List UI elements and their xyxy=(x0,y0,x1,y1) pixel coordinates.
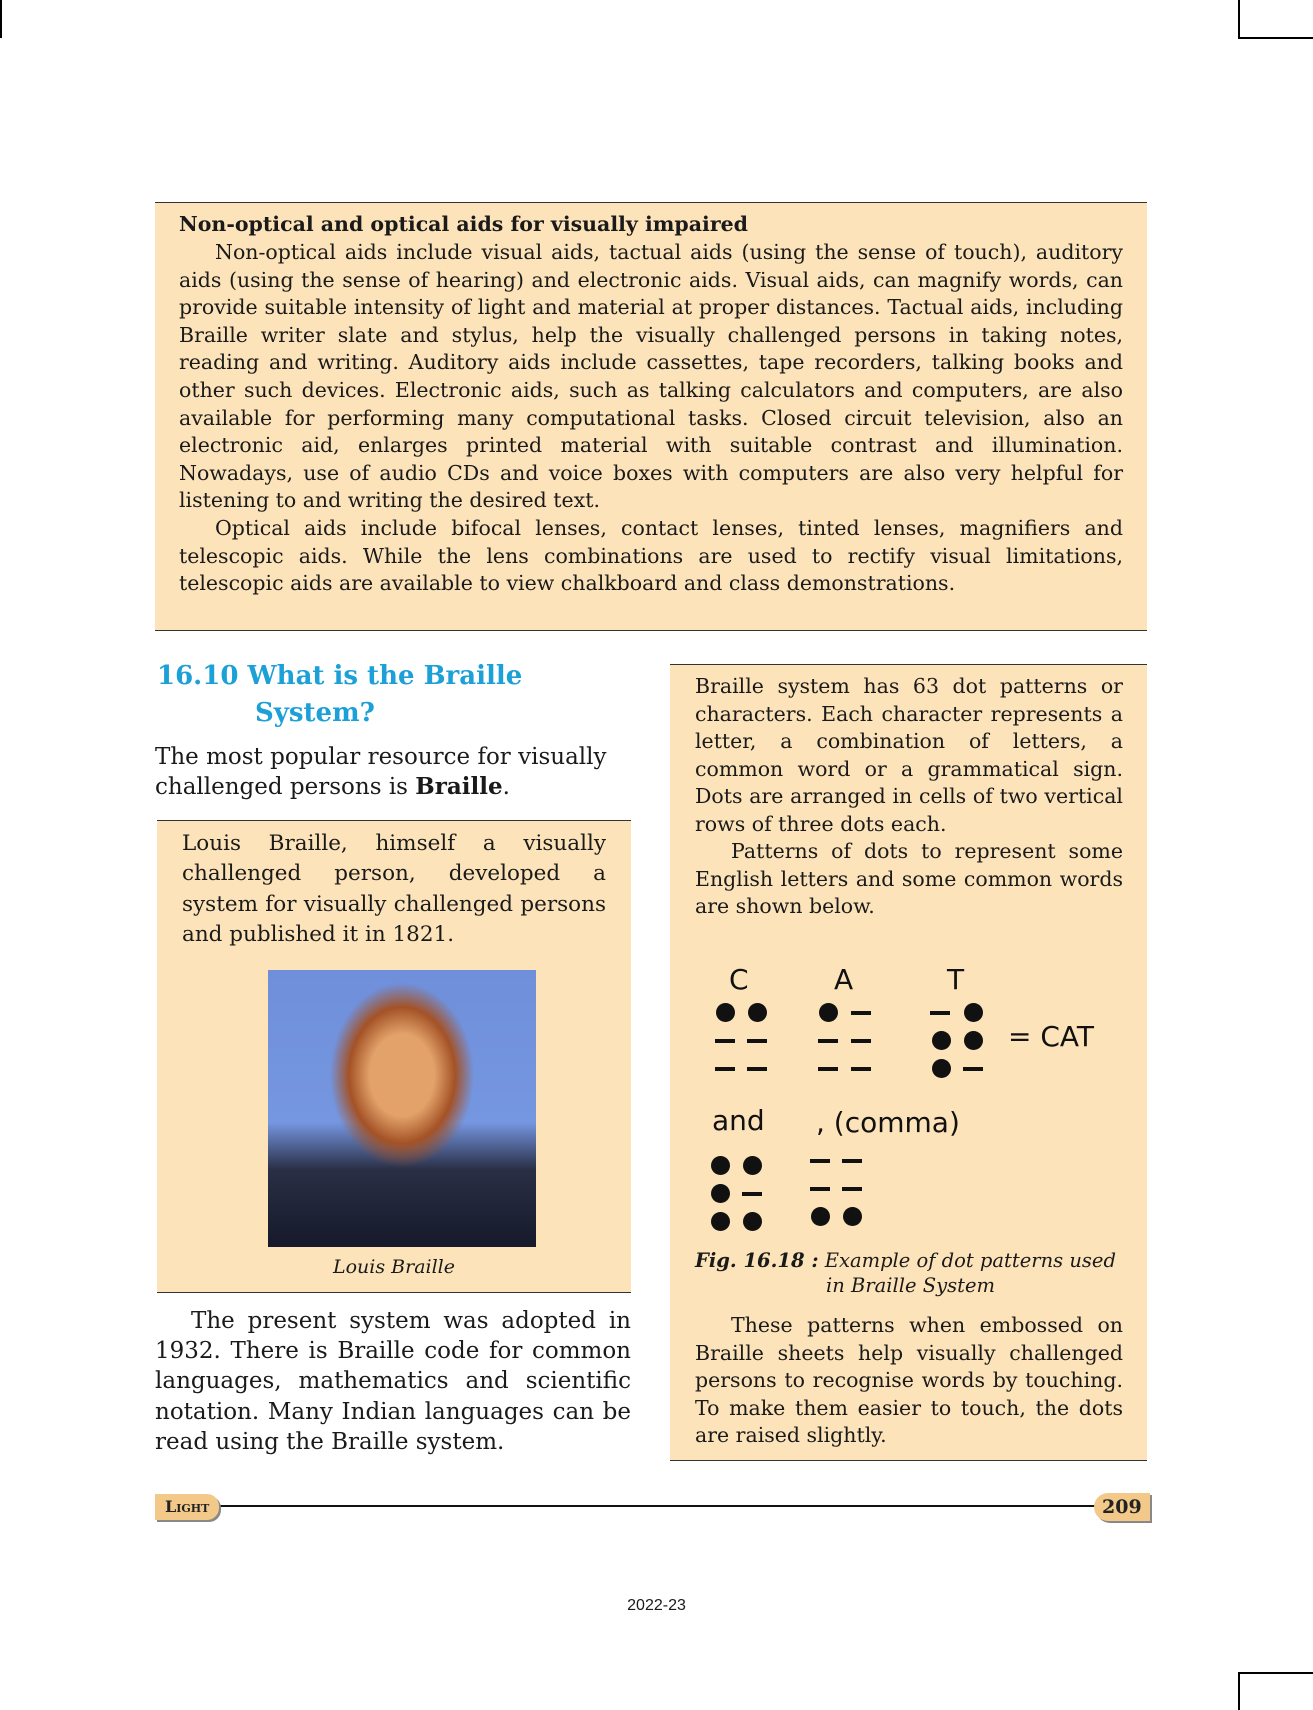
crop-mark xyxy=(1238,1672,1313,1674)
braille-dot xyxy=(843,1207,862,1226)
page-number: 209 xyxy=(1094,1493,1150,1521)
section-title-line2: System? xyxy=(255,698,375,728)
braille-dot xyxy=(964,1003,983,1022)
braille-dot xyxy=(811,1207,830,1226)
comma-label: , (comma) xyxy=(816,1106,960,1139)
braille-dot xyxy=(932,1059,951,1078)
braille-dot xyxy=(716,1003,735,1022)
braille-dot xyxy=(743,1156,762,1175)
equals-cat-label: = CAT xyxy=(1008,1020,1094,1053)
and-label: and xyxy=(712,1104,765,1137)
chapter-tab: Light xyxy=(155,1494,219,1520)
braille-blank xyxy=(842,1187,862,1191)
letter-a-label: A xyxy=(834,963,854,996)
braille-dot xyxy=(711,1156,730,1175)
braille-blank xyxy=(742,1192,762,1196)
intro-end: . xyxy=(502,774,510,800)
braille-blank xyxy=(842,1159,862,1163)
louis-braille-portrait xyxy=(268,970,536,1247)
braille-blank xyxy=(851,1067,871,1071)
crop-mark xyxy=(1238,37,1313,39)
braille-dot xyxy=(748,1003,767,1022)
braille-blank xyxy=(851,1039,871,1043)
section-title-line1: What is the Braille xyxy=(247,661,523,691)
braille-blank xyxy=(963,1067,983,1071)
braille-dot xyxy=(743,1212,762,1231)
braille-blank xyxy=(818,1067,838,1071)
braille-blank xyxy=(715,1067,735,1071)
intro-text: The most popular resource for visually challenged persons is xyxy=(155,744,607,800)
braille-blank xyxy=(818,1039,838,1043)
letter-t-label: T xyxy=(947,963,965,996)
crop-mark xyxy=(1238,1672,1240,1710)
braille-patterns-paragraph: Braille system has 63 dot patterns or characters. Each character represents a letter, a combination of letters, a common word or a grammatical sign. Dots are arranged in cells of two vertical rows of three dots each. xyxy=(695,674,1123,836)
patterns-intro-paragraph: Patterns of dots to represent some English letters and some common words are shown below. xyxy=(695,839,1123,918)
figure-number: Fig. 16.18 : xyxy=(695,1249,819,1272)
crop-mark xyxy=(0,0,2,38)
section-heading xyxy=(157,658,577,732)
edition-year: 2022-23 xyxy=(627,1597,686,1614)
intro-bold-term: Braille xyxy=(415,773,503,800)
optical-paragraph: Optical aids include bifocal lenses, contact lenses, tinted lenses, magnifiers and telescopic aids. While the lens combinations are used to rectify visual limitations, telescopic aids are available to view chalkboard and class demonstrations. xyxy=(179,515,1123,596)
non-optical-paragraph: Non-optical aids include visual aids, tactual aids (using the sense of touch), auditory aids (using the sense of hearing) and electronic aids. Visual aids, can magnify words, can provide suitable intensity of light and material at proper distances. Tactual aids, including Braille writer slate and stylus, help the visually challenged persons in taking notes, reading and writing. Auditory aids include cassettes, tape recorders, talking books and other such devices. Electronic aids, such as talking calculators and computers, are also available for performing many computational tasks. Closed circuit television, also an electronic aid, enlarges printed material with suitable contrast and illumination. Nowadays, use of audio CDs and voice boxes with computers are also very helpful for listening to and writing the desired text. xyxy=(179,240,1123,513)
figure-caption-line1: Example of dot patterns used xyxy=(818,1249,1116,1272)
footer-rule xyxy=(155,1505,1145,1507)
portrait-caption: Louis Braille xyxy=(332,1256,455,1278)
present-system-paragraph: The present system was adopted in 1932. There is Braille code for common languages, mathematics and scientific notation. Many Indian languages can be read using the Braille system. xyxy=(155,1308,631,1455)
crop-mark xyxy=(1238,0,1240,38)
louis-braille-text: Louis Braille, himself a visually challenged person, developed a system for visually challenged persons and published it in 1821. xyxy=(182,831,606,948)
braille-dot xyxy=(711,1212,730,1231)
figure-caption xyxy=(695,1248,1135,1298)
braille-dot xyxy=(711,1184,730,1203)
braille-dot xyxy=(819,1003,838,1022)
figure-caption-line2: in Braille System xyxy=(826,1274,995,1297)
aids-info-box xyxy=(155,202,1147,631)
letter-c-label: C xyxy=(729,963,749,996)
braille-blank xyxy=(715,1039,735,1043)
section-number: 16.10 xyxy=(157,661,239,691)
braille-dot xyxy=(932,1031,951,1050)
embossed-paragraph: These patterns when embossed on Braille sheets help visually challenged persons to recognise words by touching. To make them easier to touch, the dots are raised slightly. xyxy=(695,1313,1123,1447)
braille-dot xyxy=(964,1031,983,1050)
braille-blank xyxy=(810,1187,830,1191)
braille-blank xyxy=(747,1067,767,1071)
braille-blank xyxy=(851,1011,871,1015)
braille-blank xyxy=(930,1011,950,1015)
braille-blank xyxy=(747,1039,767,1043)
braille-blank xyxy=(810,1159,830,1163)
box-title: Non-optical and optical aids for visually impaired xyxy=(179,212,749,236)
intro-paragraph xyxy=(155,742,631,802)
